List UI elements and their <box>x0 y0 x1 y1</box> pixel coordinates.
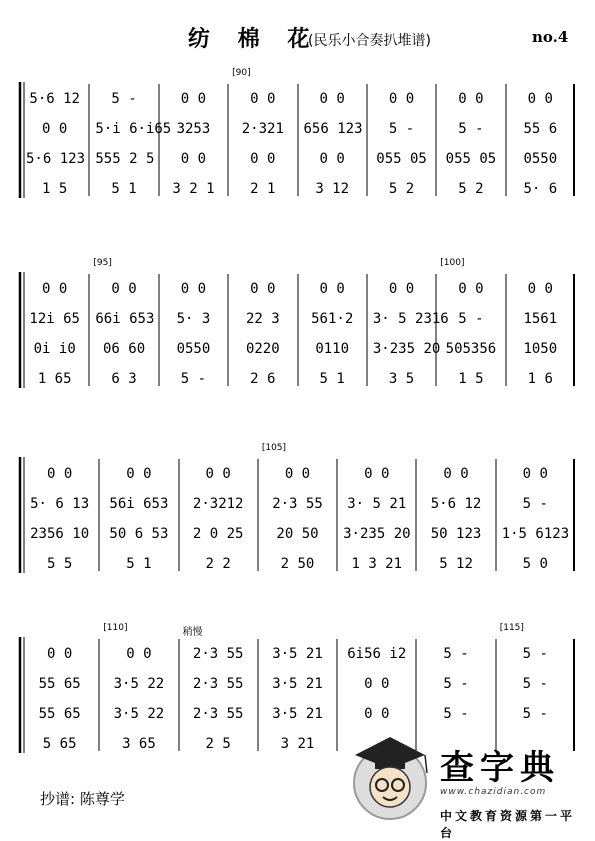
measure-cell <box>367 278 436 300</box>
mascot-icon <box>345 725 435 830</box>
notation-text: 5 - <box>458 121 484 137</box>
notation-text: 6i56 i2 <box>347 646 407 662</box>
measure-cell <box>416 673 495 695</box>
notation-text: 0 0 <box>250 281 276 297</box>
notation-text: 0110 <box>315 341 350 357</box>
notation-text: 12i 65 <box>29 311 80 327</box>
watermark-title: 查字典 <box>440 748 560 788</box>
measure-cell <box>179 523 258 545</box>
measure-cell <box>228 148 297 170</box>
measure-cell <box>99 673 178 695</box>
measure-cell <box>416 463 495 485</box>
notation-text: 0 0 <box>522 466 548 482</box>
notation-text: 0 0 <box>46 646 73 662</box>
measure-cell <box>416 643 495 665</box>
notation-text: 0 0 <box>364 466 390 482</box>
notation-text: 0 0 <box>180 91 207 107</box>
measure-cell <box>20 118 89 140</box>
notation-text: 5 - <box>522 646 548 662</box>
measure-cell <box>436 278 505 300</box>
measure-cell <box>20 643 99 665</box>
piece-number: no.4 <box>532 28 569 46</box>
notation-text: 055 05 <box>445 151 497 167</box>
measure-cell <box>337 523 416 545</box>
part-row <box>20 278 575 300</box>
measure-cell <box>436 88 505 110</box>
notation-text: 5 5 <box>46 556 73 572</box>
measure-cell <box>367 178 436 200</box>
measure-cell <box>228 178 297 200</box>
measure-cell <box>258 523 337 545</box>
measure-cell <box>298 308 367 330</box>
notation-text: 0 0 <box>527 281 553 297</box>
notation-text: 5 2 <box>458 181 484 197</box>
measure-cell <box>20 673 99 695</box>
measure-cell <box>20 88 89 110</box>
notation-text: 22 3 <box>245 311 280 327</box>
copyist-credit: 抄谱: 陈尊学 <box>40 790 125 808</box>
measure-cell <box>159 178 228 200</box>
notation-text: 0 0 <box>388 91 415 107</box>
notation-text: 5 - <box>443 646 469 662</box>
measure-cell <box>20 178 89 200</box>
measure-cell <box>228 338 297 360</box>
part-row <box>20 673 575 695</box>
measure-cell <box>496 703 575 725</box>
notation-text: 3·5 22 <box>113 676 165 692</box>
measure-cell <box>436 118 505 140</box>
measure-number: [105] <box>261 443 287 453</box>
measure-cell <box>496 523 575 545</box>
notation-text: 5 1 <box>126 556 152 572</box>
notation-text: 0 0 <box>364 676 390 692</box>
measure-cell <box>20 368 89 390</box>
notation-text: 3·5 22 <box>113 706 165 722</box>
notation-text: 5 - <box>458 311 484 327</box>
notation-text: 56i 653 <box>109 496 169 512</box>
measure-cell <box>298 368 367 390</box>
notation-text: 5·6 123 <box>26 151 86 167</box>
measure-cell <box>298 178 367 200</box>
notation-text: 0 0 <box>527 91 553 107</box>
measure-cell <box>20 703 99 725</box>
notation-text: 0 0 <box>250 91 276 107</box>
notation-text: 1 5 <box>458 371 484 387</box>
measure-cell <box>159 338 228 360</box>
part-row <box>20 88 575 110</box>
part-row <box>20 703 575 725</box>
measure-cell <box>436 368 505 390</box>
notation-text: 5· 6 13 <box>30 496 90 512</box>
notation-text: 3 5 <box>388 371 415 387</box>
notation-text: 1050 <box>523 341 558 357</box>
notation-text: 55 6 <box>523 121 558 137</box>
notation-text: 0 0 <box>458 91 484 107</box>
notation-text: 3·235 20 <box>372 341 441 357</box>
notation-text: 5 - <box>522 706 548 722</box>
measure-cell <box>436 338 505 360</box>
notation-text: 3 2 1 <box>172 181 215 197</box>
measure-cell <box>99 703 178 725</box>
measure-cell <box>506 118 575 140</box>
notation-text: 50 6 53 <box>109 526 169 542</box>
measure-cell <box>99 523 178 545</box>
measure-cell <box>506 178 575 200</box>
measure-number: [110] <box>103 623 128 633</box>
measure-cell <box>179 673 258 695</box>
measure-cell <box>506 148 575 170</box>
measure-cell <box>99 643 178 665</box>
notation-text: 2·3 55 <box>192 676 244 692</box>
measure-cell <box>416 703 495 725</box>
watermark-url: www.chazidian.com <box>440 787 547 797</box>
notation-text: 055 05 <box>376 151 427 167</box>
measure-cell <box>89 178 158 200</box>
measure-cell <box>99 553 178 575</box>
notation-text: 0 0 <box>458 281 484 297</box>
notation-text: 555 2 5 <box>95 151 155 167</box>
notation-text: 0 0 <box>205 466 231 482</box>
notation-text: 5 2 <box>388 181 415 197</box>
measure-cell <box>258 733 337 755</box>
notation-text: 5 1 <box>319 371 345 387</box>
measure-cell <box>258 673 337 695</box>
notation-text: 3·5 21 <box>272 646 323 662</box>
measure-cell <box>298 338 367 360</box>
notation-text: 0 0 <box>388 281 415 297</box>
part-row <box>20 178 575 200</box>
measure-cell <box>99 463 178 485</box>
measure-cell <box>506 368 575 390</box>
measure-cell <box>367 308 449 330</box>
measure-cell <box>496 463 575 485</box>
notation-text: 0 0 <box>126 466 152 482</box>
score-system <box>20 258 575 390</box>
notation-text: 0 0 <box>319 151 345 167</box>
notation-text: 5·6 12 <box>29 91 80 107</box>
notation-text: 06 60 <box>102 341 146 357</box>
notation-text: 2·3 55 <box>192 706 244 722</box>
measure-cell <box>20 463 99 485</box>
measure-cell <box>337 703 416 725</box>
notation-text: 505356 <box>445 341 497 357</box>
watermark-slogan: 中文教育资源第一平台 <box>440 809 576 840</box>
measure-cell <box>258 493 337 515</box>
notation-text: 1 3 21 <box>351 556 403 572</box>
notation-text: 3253 <box>176 121 211 137</box>
measure-cell <box>20 733 99 755</box>
notation-text: 3·5 21 <box>272 706 323 722</box>
watermark-logo <box>345 725 585 840</box>
notation-text: 3· 5 21 <box>347 496 407 512</box>
notation-text: 55 65 <box>38 706 81 722</box>
measure-cell <box>89 118 172 140</box>
notation-text: 5 - <box>522 496 548 512</box>
measure-cell <box>337 493 416 515</box>
notation-text: 6 3 <box>111 371 137 387</box>
part-row <box>20 463 575 485</box>
measure-cell <box>228 278 297 300</box>
measure-cell <box>337 553 416 575</box>
measure-number: [95] <box>93 258 112 268</box>
measure-cell <box>99 493 178 515</box>
score-system <box>20 443 575 575</box>
notation-text: 3·5 21 <box>272 676 323 692</box>
notation-text: 3 12 <box>315 181 350 197</box>
measure-cell <box>496 553 575 575</box>
measure-cell <box>367 88 436 110</box>
notation-text: 5 1 <box>111 181 137 197</box>
measure-cell <box>367 148 436 170</box>
measure-cell <box>228 118 297 140</box>
measure-cell <box>228 308 297 330</box>
measure-cell <box>179 703 258 725</box>
measure-number: [115] <box>499 623 524 633</box>
notation-text: 2 0 25 <box>192 526 244 542</box>
notation-text: 1 5 <box>42 181 68 197</box>
measure-cell <box>416 493 495 515</box>
measure-cell <box>159 308 228 330</box>
notation-text: 5· 6 <box>523 181 558 197</box>
notation-text: 5 - <box>522 676 548 692</box>
notation-text: 0 0 <box>443 466 469 482</box>
measure-cell <box>179 733 258 755</box>
notation-text: 0 0 <box>46 466 73 482</box>
measure-cell <box>298 118 367 140</box>
notation-text: 0 0 <box>284 466 311 482</box>
notation-text: 2·321 <box>241 121 284 137</box>
measure-cell <box>298 278 367 300</box>
measure-cell <box>20 523 99 545</box>
notation-text: 5 65 <box>42 736 77 752</box>
part-row <box>20 553 575 575</box>
notation-text: 0 0 <box>111 281 137 297</box>
notation-text: 0550 <box>523 151 558 167</box>
notation-text: 2 6 <box>250 371 276 387</box>
notation-text: 0i i0 <box>33 341 76 357</box>
measure-cell <box>89 338 158 360</box>
notation-text: 5 0 <box>522 556 548 572</box>
part-row <box>20 493 575 515</box>
measure-cell <box>89 278 158 300</box>
notation-text: 2 5 <box>205 736 231 752</box>
notation-text: 20 50 <box>276 526 319 542</box>
notation-text: 5 12 <box>439 556 473 572</box>
measure-cell <box>20 148 89 170</box>
notation-text: 1561 <box>523 311 558 327</box>
measure-cell <box>367 368 436 390</box>
part-row <box>20 308 575 330</box>
part-row <box>20 523 575 545</box>
measure-cell <box>258 643 337 665</box>
part-row <box>20 368 575 390</box>
header <box>0 22 595 54</box>
measure-cell <box>416 553 495 575</box>
notation-text: 3 21 <box>280 736 315 752</box>
notation-text: 0 0 <box>180 281 207 297</box>
measure-cell <box>159 368 228 390</box>
notation-text: 3 65 <box>122 736 156 752</box>
notation-text: 3· 5 2316 <box>372 311 449 327</box>
measure-cell <box>337 463 416 485</box>
measure-cell <box>496 643 575 665</box>
measure-cell <box>179 493 258 515</box>
notation-text: 5 - <box>443 706 469 722</box>
notation-text: 0 0 <box>42 281 68 297</box>
page-subtitle: (民乐小合奏扒堆谱) <box>308 33 431 49</box>
measure-cell <box>258 703 337 725</box>
notation-text: 0 0 <box>364 706 390 722</box>
measure-cell <box>159 278 228 300</box>
measure-cell <box>20 338 89 360</box>
measure-cell <box>159 118 228 140</box>
measure-cell <box>179 463 258 485</box>
measure-cell <box>89 368 158 390</box>
notation-text: 5· 3 <box>176 311 211 327</box>
notation-text: 5 - <box>111 91 137 107</box>
measure-cell <box>436 308 505 330</box>
score-system <box>20 68 575 200</box>
page-title: 纺 棉 花 <box>188 26 320 52</box>
measure-cell <box>179 643 258 665</box>
part-row <box>20 118 575 140</box>
measure-cell <box>436 148 505 170</box>
measure-cell <box>159 148 228 170</box>
measure-number: [90] <box>232 68 251 78</box>
measure-cell <box>20 308 89 330</box>
measure-cell <box>20 278 89 300</box>
notation-text: 0 0 <box>42 121 68 137</box>
notation-text: 2·3 55 <box>272 496 323 512</box>
part-row <box>20 643 575 665</box>
notation-text: 0220 <box>245 341 280 357</box>
part-row <box>20 148 575 170</box>
measure-cell <box>20 493 99 515</box>
measure-cell <box>258 463 337 485</box>
measure-cell <box>258 553 337 575</box>
notation-text: 55 65 <box>38 676 81 692</box>
measure-cell <box>367 118 436 140</box>
notation-text: 561·2 <box>311 311 354 327</box>
measure-cell <box>99 733 178 755</box>
measure-cell <box>367 338 441 360</box>
notation-text: 5 - <box>388 121 415 137</box>
measure-cell <box>89 88 158 110</box>
notation-text: 5·i 6·i65 <box>95 121 172 137</box>
measure-cell <box>228 88 297 110</box>
notation-text: 66i 653 <box>95 311 155 327</box>
measure-cell <box>436 178 505 200</box>
notation-text: 5 - <box>443 676 469 692</box>
notation-text: 1 65 <box>37 371 72 387</box>
measure-number: [100] <box>440 258 465 268</box>
measure-cell <box>506 338 575 360</box>
measure-cell <box>506 308 575 330</box>
notation-text: 2 2 <box>205 556 231 572</box>
notation-text: 2356 10 <box>30 526 90 542</box>
notation-text: 0 0 <box>180 151 207 167</box>
measure-cell <box>89 148 158 170</box>
part-row <box>20 338 575 360</box>
measure-cell <box>496 493 575 515</box>
measure-cell <box>179 553 258 575</box>
tempo-mark: 稍慢 <box>182 627 203 638</box>
measure-cell <box>506 278 575 300</box>
notation-text: 5 - <box>180 371 207 387</box>
measure-cell <box>20 553 99 575</box>
notation-text: 50 123 <box>430 526 482 542</box>
measure-cell <box>298 88 367 110</box>
measure-cell <box>416 523 495 545</box>
notation-text: 2 1 <box>250 181 276 197</box>
notation-text: 2·3212 <box>192 496 244 512</box>
measure-cell <box>506 88 575 110</box>
measure-cell <box>228 368 297 390</box>
notation-text: 3·235 20 <box>343 526 411 542</box>
measure-cell <box>337 673 416 695</box>
measure-cell <box>298 148 367 170</box>
notation-text: 2 50 <box>280 556 315 572</box>
notation-text: 656 123 <box>303 121 363 137</box>
notation-text: 1·5 6123 <box>501 526 570 542</box>
measure-cell <box>89 308 158 330</box>
measure-cell <box>337 643 416 665</box>
measure-cell <box>159 88 228 110</box>
notation-text: 1 6 <box>527 371 553 387</box>
notation-text: 2·3 55 <box>192 646 244 662</box>
notation-text: 5·6 12 <box>430 496 482 512</box>
notation-text: 0 0 <box>319 281 345 297</box>
notation-text: 0 0 <box>250 151 276 167</box>
notation-text: 0 0 <box>126 646 152 662</box>
measure-cell <box>496 673 575 695</box>
notation-text: 0 0 <box>319 91 345 107</box>
notation-text: 0550 <box>176 341 211 357</box>
